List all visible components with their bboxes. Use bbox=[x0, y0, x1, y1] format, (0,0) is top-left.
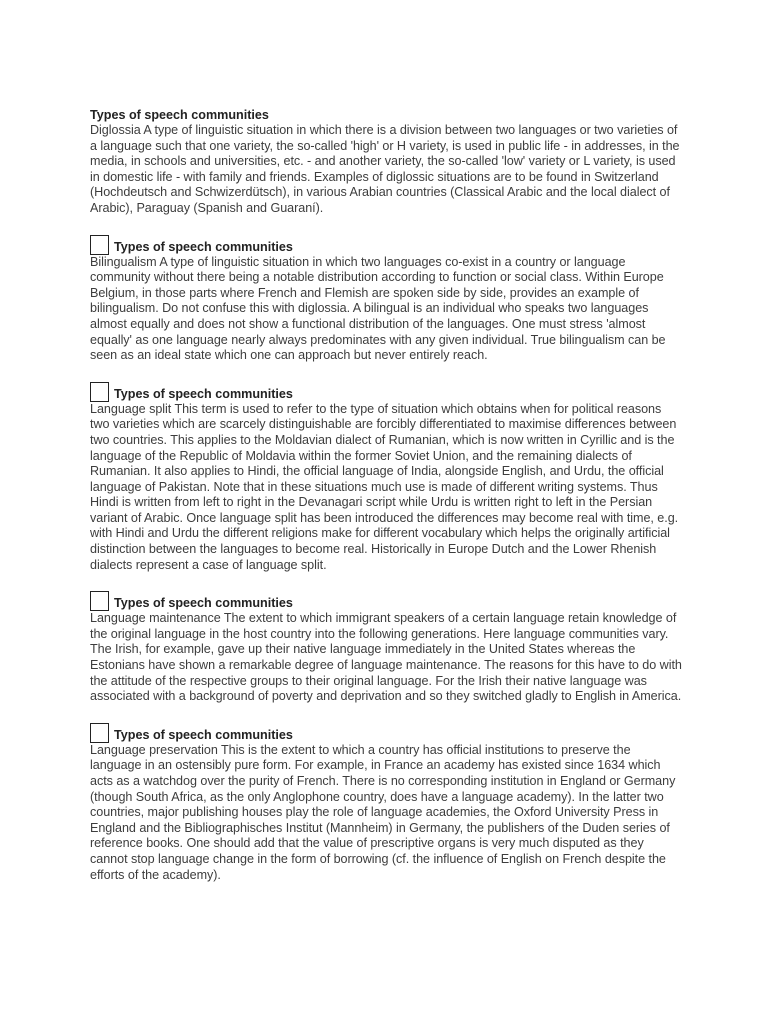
section-checkbox[interactable] bbox=[90, 382, 109, 402]
section-heading-row bbox=[90, 235, 682, 255]
section-bilingualism bbox=[90, 235, 682, 364]
section-language-maintenance bbox=[90, 591, 682, 705]
section-heading: Types of speech communities bbox=[114, 596, 293, 611]
section-body: Language preservation This is the extent to which a country has official institutions to preserve the language in an ostensibly pure form. For example, in France an academy has existed since 1634 which acts as a watchdog over the purity of French. There is no corresponding institution in England or Germany (though South Africa, as the only Anglophone country, does have a language academy). In the latter two countries, major publishing houses play the role of language academies, the Oxford University Press in England and the Bibliographisches Institut (Mannheim) in Germany, the publishers of the Duden series of reference books. One should add that the value of prescriptive organs is very much disputed as they cannot stop language change in the form of borrowing (cf. the influence of English on French despite the efforts of the academy). bbox=[90, 742, 676, 882]
section-heading-row bbox=[90, 108, 682, 123]
section-language-split bbox=[90, 382, 682, 574]
section-heading: Types of speech communities bbox=[114, 727, 293, 742]
section-language-preservation bbox=[90, 723, 682, 883]
section-heading-row bbox=[90, 382, 682, 402]
section-checkbox[interactable] bbox=[90, 235, 109, 255]
section-body: Language split This term is used to refer to the type of situation which obtains when for political reasons two varieties which are scarcely distinguishable are forcibly differentiated to maximise differences between two countries. This applies to the Moldavian dialect of Rumanian, which is now written in Cyrillic and is the language of the Republic of Moldavia within the former Soviet Union, and the remaining dialects of Rumanian. It also applies to Hindi, the official language of India, alongside English, and Urdu, the official language of Pakistan. Note that in these situations much use is made of different writing systems. Thus Hindi is written from left to right in the Devanagari script while Urdu is written right to left in the Persian variant of Arabic. Once language split has been introduced the differences may become real with time, e.g. with Hindi and Urdu the different religions make for different vocabulary which helps the originally artificial distinction between the languages to become real. Historically in Europe Dutch and the Lower Rhenish dialects represent a case of language split. bbox=[90, 401, 679, 572]
section-diglossia bbox=[90, 108, 682, 217]
section-body: Bilingualism A type of linguistic situation in which two languages co-exist in a country or language community without there being a notable distribution according to function or social class. Within Europe Belgium, in those parts where French and Flemish are spoken side by side, provides an example of bilingualism. Do not confuse this with diglossia. A bilingual is an individual who speaks two languages almost equally and does not show a functional distribution of the languages. One must stress 'almost equally' as one language nearly always predominates with any given individual. True bilingualism can be seen as an ideal state which one can approach but never entirely reach. bbox=[90, 254, 666, 363]
section-heading: Types of speech communities bbox=[90, 108, 269, 122]
section-body: Language maintenance The extent to which immigrant speakers of a certain language retain knowledge of the original language in the host country into the following generations. Here language communities vary. The Irish, for example, gave up their native language immediately in the United States whereas the Estonians have shown a remarkable degree of language maintenance. The reasons for this have to do with the attitude of the respective groups to their original language. For the Irish their native language was associated with a background of poverty and deprivation and so they switched gladly to English in America. bbox=[90, 611, 682, 704]
section-heading: Types of speech communities bbox=[114, 239, 293, 254]
section-checkbox[interactable] bbox=[90, 591, 109, 611]
section-checkbox[interactable] bbox=[90, 723, 109, 743]
document-page bbox=[90, 108, 682, 901]
section-body: Diglossia A type of linguistic situation in which there is a division between two languages or two varieties of a language such that one variety, the so-called 'high' or H variety, is used in public life - in addresses, in the media, in schools and universities, etc. - and another variety, the so-called 'low' variety or L variety, is used in domestic life - with family and friends. Examples of diglossic situations are to be found in Switzerland (Hochdeutsch and Schwizerdütsch), in various Arabian countries (Classical Arabic and the local dialect of Arabic), Paraguay (Spanish and Guaraní). bbox=[90, 123, 680, 215]
section-heading-row bbox=[90, 723, 682, 743]
section-heading: Types of speech communities bbox=[114, 386, 293, 401]
section-heading-row bbox=[90, 591, 682, 611]
